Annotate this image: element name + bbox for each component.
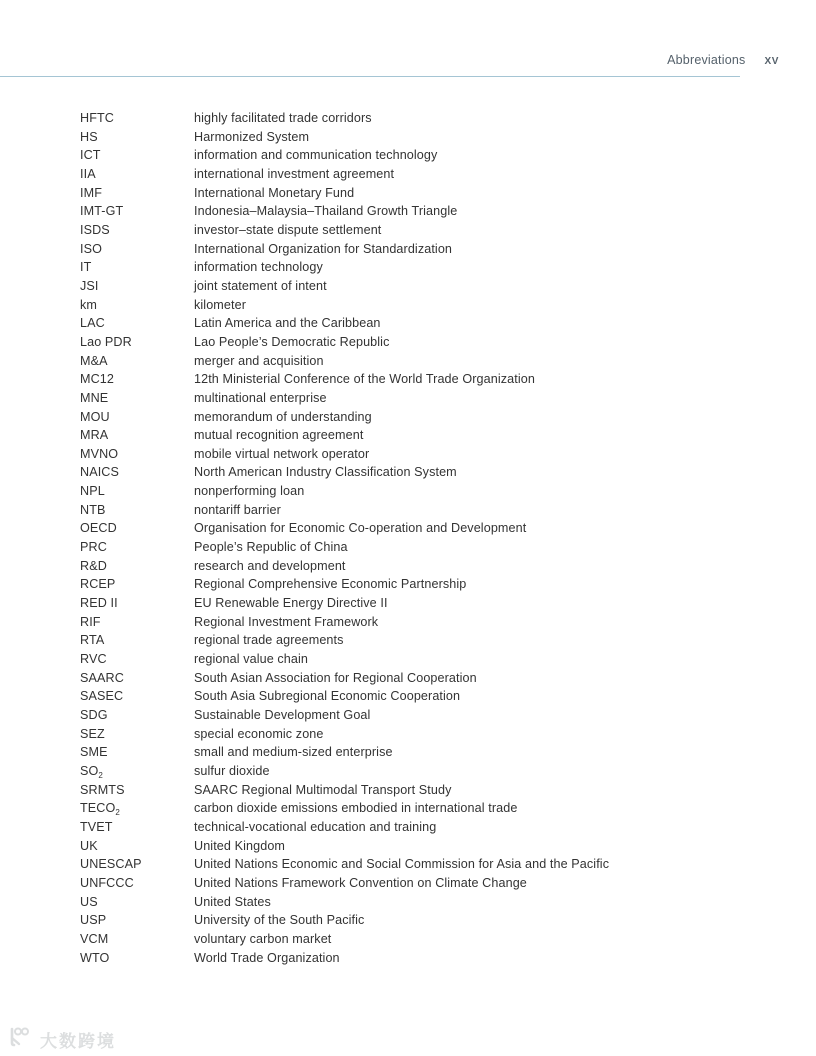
abbreviation-row: [80, 240, 780, 259]
abbreviation-definition: Latin America and the Caribbean: [194, 316, 381, 331]
abbreviation-definition: South Asian Association for Regional Cooperation: [194, 670, 477, 685]
abbreviation-definition: highly facilitated trade corridors: [194, 111, 372, 125]
watermark-logo-icon: [8, 1026, 36, 1053]
abbreviation-term: SEZ: [80, 726, 105, 741]
abbreviation-row: [80, 408, 780, 427]
abbreviation-subscript: 2: [115, 808, 120, 818]
abbreviation-row: [80, 874, 780, 893]
abbreviation-term: UNESCAP: [80, 857, 142, 872]
abbreviation-row: [80, 575, 780, 594]
abbreviation-definition: United States: [194, 894, 271, 909]
abbreviation-definition: memorandum of understanding: [194, 409, 372, 424]
abbreviation-term: MC12: [80, 372, 114, 387]
abbreviation-definition: Sustainable Development Goal: [194, 708, 371, 722]
abbreviation-row: [80, 631, 780, 650]
abbreviation-definition: voluntary carbon market: [194, 931, 332, 946]
abbreviations-list: [80, 109, 780, 967]
abbreviation-term: RIF: [80, 614, 101, 629]
abbreviation-row: [80, 333, 780, 352]
abbreviation-definition: Organisation for Economic Co-operation and Development: [194, 521, 527, 536]
abbreviation-term: R&D: [80, 558, 107, 573]
abbreviation-row: [80, 855, 780, 874]
abbreviation-term: $TECO_2$: [80, 801, 120, 818]
abbreviation-term: IMT-GT: [80, 204, 124, 219]
abbreviation-definition: International Monetary Fund: [194, 185, 355, 200]
abbreviation-definition: merger and acquisition: [194, 353, 324, 368]
abbreviation-row: [80, 538, 780, 557]
abbreviation-row: [80, 911, 780, 930]
abbreviation-term: MVNO: [80, 446, 119, 461]
abbreviation-row: [80, 221, 780, 240]
abbreviation-definition: carbon dioxide emissions embodied in international trade: [194, 801, 518, 816]
abbreviation-definition: SAARC Regional Multimodal Transport Study: [194, 782, 452, 797]
abbreviation-row: [80, 445, 780, 464]
abbreviation-row: [80, 128, 780, 147]
abbreviation-definition: information and communication technology: [194, 148, 438, 163]
abbreviation-row: [80, 949, 780, 968]
abbreviation-term: $SO_2$: [80, 763, 103, 780]
watermark: [8, 1026, 116, 1053]
abbreviation-term: IIA: [80, 166, 96, 181]
running-head: Abbreviations: [667, 53, 746, 67]
page-header: [667, 53, 779, 67]
abbreviation-row: [80, 202, 780, 221]
abbreviation-row: [80, 314, 780, 333]
abbreviation-term: NPL: [80, 484, 105, 499]
abbreviation-definition: People’s Republic of China: [194, 540, 348, 555]
abbreviation-term: RED II: [80, 596, 118, 611]
abbreviation-term: NTB: [80, 502, 106, 517]
abbreviation-term: ISO: [80, 241, 102, 256]
abbreviation-definition: small and medium-sized enterprise: [194, 745, 393, 760]
abbreviation-row: [80, 613, 780, 632]
abbreviation-row: [80, 594, 780, 613]
abbreviation-definition: United Nations Framework Convention on Climate Change: [194, 875, 527, 890]
abbreviation-term: SRMTS: [80, 782, 125, 797]
abbreviation-definition: Indonesia–Malaysia–Thailand Growth Triangle: [194, 204, 458, 219]
abbreviation-definition: South Asia Subregional Economic Cooperation: [194, 689, 461, 704]
abbreviation-term: TVET: [80, 819, 113, 834]
abbreviation-row: [80, 352, 780, 371]
abbreviation-term: HFTC: [80, 111, 114, 125]
abbreviation-row: [80, 389, 780, 408]
abbreviation-row: [80, 781, 780, 800]
abbreviation-row: [80, 296, 780, 315]
abbreviation-definition: International Organization for Standardization: [194, 241, 453, 256]
abbreviation-definition: nontariff barrier: [194, 502, 281, 517]
abbreviation-row: [80, 426, 780, 445]
abbreviation-definition: joint statement of intent: [194, 278, 327, 293]
abbreviation-subscript: 2: [98, 770, 103, 780]
abbreviation-definition: University of the South Pacific: [194, 913, 365, 928]
abbreviation-definition: EU Renewable Energy Directive II: [194, 596, 388, 611]
abbreviation-definition: investor–state dispute settlement: [194, 222, 382, 237]
abbreviation-row: [80, 743, 780, 762]
abbreviation-definition: kilometer: [194, 297, 246, 312]
abbreviation-definition: research and development: [194, 558, 346, 573]
abbreviation-term: WTO: [80, 950, 110, 965]
abbreviation-row: [80, 370, 780, 389]
abbreviation-row: [80, 258, 780, 277]
abbreviation-term: OECD: [80, 521, 117, 536]
abbreviation-row: [80, 277, 780, 296]
abbreviation-definition: North American Industry Classification System: [194, 465, 457, 480]
abbreviation-term: Lao PDR: [80, 334, 132, 349]
abbreviation-term: km: [80, 297, 97, 312]
abbreviation-term: USP: [80, 913, 107, 928]
abbreviation-term: RCEP: [80, 577, 116, 592]
abbreviation-term: US: [80, 894, 98, 909]
abbreviation-term: HS: [80, 129, 98, 144]
abbreviation-definition: international investment agreement: [194, 166, 395, 181]
header-rule: [0, 76, 740, 77]
abbreviation-row: [80, 930, 780, 949]
abbreviation-row: [80, 725, 780, 744]
abbreviation-term: IMF: [80, 185, 102, 200]
abbreviation-row: [80, 669, 780, 688]
page-number: XV: [764, 56, 779, 67]
abbreviation-term: MNE: [80, 390, 109, 405]
abbreviation-term: UK: [80, 838, 98, 853]
abbreviation-definition: sulfur dioxide: [194, 763, 270, 778]
abbreviation-definition: Lao People’s Democratic Republic: [194, 334, 390, 349]
abbreviation-definition: World Trade Organization: [194, 950, 340, 965]
abbreviation-term: PRC: [80, 540, 107, 555]
abbreviation-term: LAC: [80, 316, 105, 331]
abbreviation-definition: nonperforming loan: [194, 484, 305, 499]
abbreviation-definition: Regional Investment Framework: [194, 614, 379, 629]
abbreviation-row: [80, 463, 780, 482]
abbreviation-term: MOU: [80, 409, 110, 424]
abbreviation-definition: United Nations Economic and Social Commission for Asia and the Pacific: [194, 857, 610, 872]
abbreviation-term: ISDS: [80, 222, 110, 237]
abbreviation-term: ICT: [80, 148, 101, 163]
abbreviation-row: [80, 687, 780, 706]
abbreviation-definition: United Kingdom: [194, 838, 286, 853]
abbreviation-definition: regional value chain: [194, 652, 309, 667]
abbreviation-row: [80, 837, 780, 856]
abbreviation-term: SASEC: [80, 689, 124, 704]
abbreviation-definition: mobile virtual network operator: [194, 446, 370, 461]
watermark-text: 大数跨境: [40, 1032, 116, 1052]
abbreviation-definition: regional trade agreements: [194, 633, 344, 648]
abbreviation-term: SME: [80, 745, 108, 760]
abbreviation-row: [80, 762, 780, 781]
abbreviation-row: [80, 482, 780, 501]
abbreviation-definition: mutual recognition agreement: [194, 428, 364, 443]
abbreviation-term: SAARC: [80, 670, 124, 685]
abbreviation-row: [80, 557, 780, 576]
abbreviation-definition: 12th Ministerial Conference of the World Trade Organization: [194, 372, 535, 387]
abbreviation-definition: Harmonized System: [194, 129, 310, 144]
abbreviation-term: VCM: [80, 931, 109, 946]
abbreviation-term: JSI: [80, 278, 99, 293]
abbreviation-term: UNFCCC: [80, 875, 134, 890]
abbreviation-row: [80, 184, 780, 203]
abbreviation-definition: information technology: [194, 260, 323, 275]
abbreviation-row: [80, 799, 780, 818]
abbreviation-row: [80, 165, 780, 184]
abbreviation-definition: special economic zone: [194, 726, 324, 741]
abbreviation-row: [80, 109, 780, 128]
abbreviation-term: NAICS: [80, 465, 119, 480]
abbreviation-row: [80, 706, 780, 725]
abbreviation-term: RVC: [80, 652, 107, 667]
abbreviation-definition: Regional Comprehensive Economic Partnership: [194, 577, 467, 592]
abbreviation-row: [80, 146, 780, 165]
abbreviation-row: [80, 519, 780, 538]
abbreviation-row: [80, 818, 780, 837]
abbreviation-term: IT: [80, 260, 92, 275]
abbreviation-row: [80, 501, 780, 520]
abbreviation-definition: technical-vocational education and training: [194, 819, 437, 834]
abbreviation-definition: multinational enterprise: [194, 390, 327, 405]
abbreviation-term: SDG: [80, 708, 108, 722]
abbreviation-row: [80, 893, 780, 912]
abbreviation-term: RTA: [80, 633, 105, 648]
abbreviation-row: [80, 650, 780, 669]
abbreviation-term: MRA: [80, 428, 109, 443]
abbreviation-term: M&A: [80, 353, 108, 368]
